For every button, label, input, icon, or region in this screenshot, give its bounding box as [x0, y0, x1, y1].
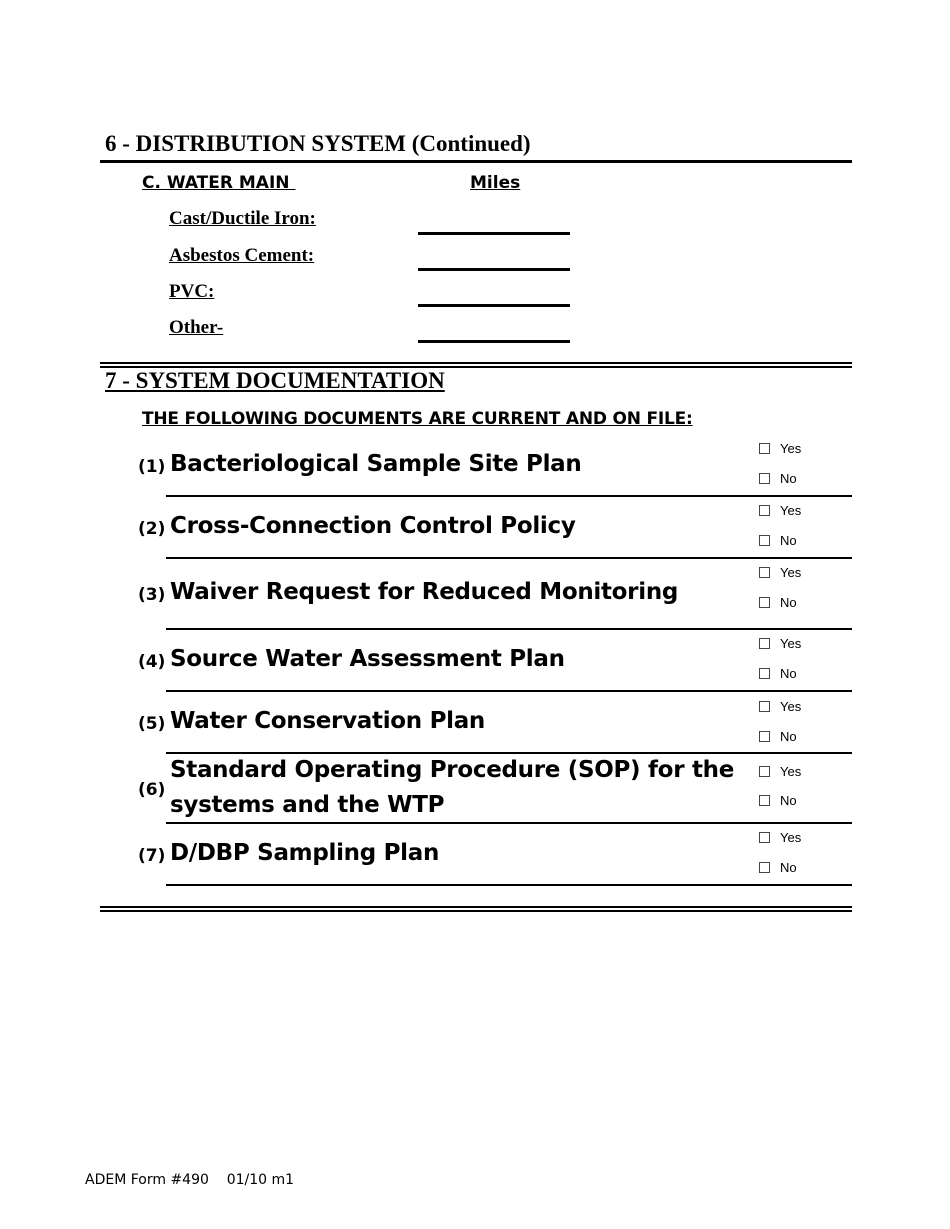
row-divider: [166, 495, 852, 497]
cast-ductile-iron-miles-field[interactable]: [418, 232, 570, 235]
miles-heading: Miles: [470, 173, 521, 193]
section-end-rule-top: [100, 906, 852, 908]
doc-title: Cross-Connection Control Policy: [170, 513, 576, 539]
doc-number: (3): [138, 585, 166, 605]
doc-title: D/DBP Sampling Plan: [170, 840, 440, 866]
checkbox-icon: [759, 701, 770, 712]
doc-title: Water Conservation Plan: [170, 708, 486, 734]
doc-6-no-checkbox[interactable]: No: [759, 793, 797, 808]
checkbox-icon: [759, 766, 770, 777]
cast-ductile-iron-label: Cast/Ductile Iron:: [169, 208, 316, 229]
row-divider: [166, 822, 852, 824]
section-6-title: 6 - DISTRIBUTION SYSTEM (Continued): [105, 131, 531, 156]
checkbox-icon: [759, 668, 770, 679]
doc-7-yes-checkbox[interactable]: Yes: [759, 830, 801, 845]
doc-7-no-checkbox[interactable]: No: [759, 860, 797, 875]
doc-number: (7): [138, 846, 166, 866]
doc-title: Bacteriological Sample Site Plan: [170, 451, 582, 477]
doc-number: (6): [138, 780, 166, 800]
row-divider: [166, 752, 852, 754]
doc-5-no-checkbox[interactable]: No: [759, 729, 797, 744]
pvc-miles-field[interactable]: [418, 304, 570, 307]
doc-title: Waiver Request for Reduced Monitoring: [170, 579, 679, 605]
doc-title-line-2: systems and the WTP: [170, 792, 445, 818]
section-6-rule: [100, 160, 852, 163]
doc-number: (4): [138, 652, 166, 672]
doc-6-yes-checkbox[interactable]: Yes: [759, 764, 801, 779]
checkbox-icon: [759, 638, 770, 649]
checkbox-icon: [759, 505, 770, 516]
doc-5-yes-checkbox[interactable]: Yes: [759, 699, 801, 714]
pvc-label: PVC:: [169, 281, 215, 302]
checkbox-icon: [759, 443, 770, 454]
form-id-footer: ADEM Form #490 01/10 m1: [85, 1172, 295, 1188]
section-end-rule-bottom: [100, 910, 852, 912]
section-7-title: 7 - SYSTEM DOCUMENTATION: [105, 368, 445, 393]
doc-4-no-checkbox[interactable]: No: [759, 666, 797, 681]
doc-2-yes-checkbox[interactable]: Yes: [759, 503, 801, 518]
checkbox-icon: [759, 567, 770, 578]
doc-number: (5): [138, 714, 166, 734]
doc-number: (2): [138, 519, 166, 539]
water-main-heading: C. WATER MAIN: [142, 173, 296, 193]
documents-subtitle: THE FOLLOWING DOCUMENTS ARE CURRENT AND ON FILE:: [142, 409, 693, 429]
doc-4-yes-checkbox[interactable]: Yes: [759, 636, 801, 651]
doc-title: Source Water Assessment Plan: [170, 646, 565, 672]
row-divider: [166, 557, 852, 559]
other-label: Other-: [169, 317, 224, 338]
doc-1-yes-checkbox[interactable]: Yes: [759, 441, 801, 456]
row-divider: [166, 690, 852, 692]
doc-3-yes-checkbox[interactable]: Yes: [759, 565, 801, 580]
row-divider: [166, 884, 852, 886]
doc-3-no-checkbox[interactable]: No: [759, 595, 797, 610]
checkbox-icon: [759, 535, 770, 546]
asbestos-cement-label: Asbestos Cement:: [169, 245, 315, 266]
section-divider-top: [100, 362, 852, 364]
doc-number: (1): [138, 457, 166, 477]
checkbox-icon: [759, 862, 770, 873]
row-divider: [166, 628, 852, 630]
checkbox-icon: [759, 731, 770, 742]
checkbox-icon: [759, 597, 770, 608]
checkbox-icon: [759, 832, 770, 843]
checkbox-icon: [759, 473, 770, 484]
doc-1-no-checkbox[interactable]: No: [759, 471, 797, 486]
doc-2-no-checkbox[interactable]: No: [759, 533, 797, 548]
asbestos-cement-miles-field[interactable]: [418, 268, 570, 271]
checkbox-icon: [759, 795, 770, 806]
other-miles-field[interactable]: [418, 340, 570, 343]
doc-title-line-1: Standard Operating Procedure (SOP) for the: [170, 757, 735, 783]
